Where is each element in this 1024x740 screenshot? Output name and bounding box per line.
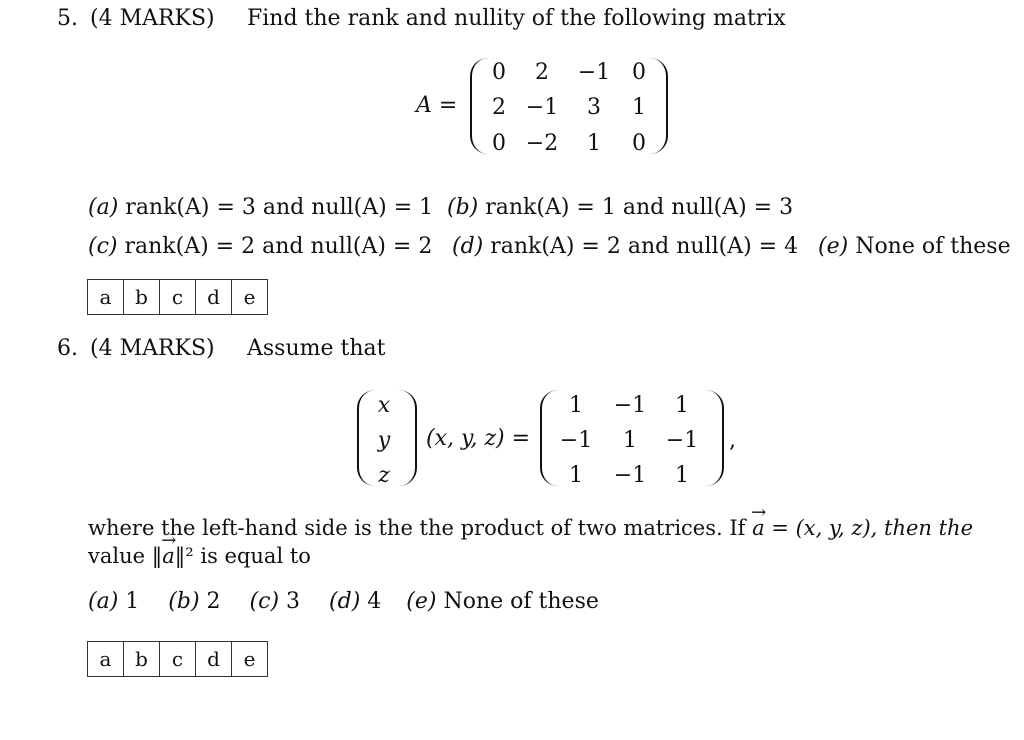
- q5-matrix-cell: 3: [587, 95, 601, 120]
- q6-matrix-cell: −1: [559, 428, 593, 453]
- q6-matrix-right-paren: [706, 390, 724, 486]
- q5-choice-a[interactable]: a: [88, 280, 124, 314]
- q5-matrix-cell: 0: [632, 131, 646, 156]
- q6-matrix-comma: ,: [729, 428, 736, 453]
- q6-matrix-cell: 1: [569, 463, 583, 488]
- q5-matrix-cell: 2: [535, 60, 549, 85]
- q6-choice-c[interactable]: c: [160, 642, 196, 676]
- q5-matrix-cell: 0: [492, 60, 506, 85]
- q5-choice-c[interactable]: c: [160, 280, 196, 314]
- q5-answer-box: [87, 279, 268, 315]
- q5-choice-b[interactable]: b: [124, 280, 160, 314]
- q6-option-b: (b) 2: [168, 589, 221, 614]
- q5-option-b: (b) rank(A) = 1 and null(A) = 3: [447, 195, 794, 220]
- q6-option-e: (e) None of these: [406, 589, 599, 614]
- q6-choice-d[interactable]: d: [196, 642, 232, 676]
- q6-matrix-cell: 1: [675, 393, 689, 418]
- q6-options: [88, 591, 599, 613]
- q5-number: 5.: [57, 6, 78, 31]
- q6-column-cell: x: [377, 393, 391, 418]
- q6-matrix-cell: −1: [613, 393, 647, 418]
- q5-option-d: (d) rank(A) = 2 and null(A) = 4: [452, 234, 799, 259]
- vector-a-symbol: a →: [752, 518, 765, 539]
- q6-matrix-cell: −1: [665, 428, 699, 453]
- q6-column-cell: y: [377, 428, 391, 453]
- q6-choice-b[interactable]: b: [124, 642, 160, 676]
- q5-matrix-cell: −1: [525, 95, 559, 120]
- q6-text-line2: value ‖a →‖² is equal to: [88, 546, 311, 567]
- q6-matrix-cell: −1: [613, 463, 647, 488]
- q5-matrix-cell: 1: [587, 131, 601, 156]
- vector-a-symbol: a →: [162, 546, 175, 567]
- q5-matrix-cell: −2: [525, 131, 559, 156]
- q5-option-c: (c) rank(A) = 2 and null(A) = 2: [88, 234, 433, 259]
- q6-answer-box: [87, 641, 268, 677]
- q6-choice-e[interactable]: e: [243, 647, 256, 671]
- q6-matrix-cell: 1: [675, 463, 689, 488]
- q6-option-d: (d) 4: [329, 589, 382, 614]
- q5-choice-d[interactable]: d: [196, 280, 232, 314]
- q6-matrix-cell: 1: [623, 428, 637, 453]
- q6-number: 6.: [57, 336, 78, 361]
- q6-option-c: (c) 3: [249, 589, 301, 614]
- q5-prompt: Find the rank and nullity of the following matrix: [247, 6, 786, 31]
- q5-choice-e[interactable]: e: [243, 285, 256, 309]
- q5-matrix-cell: 0: [492, 131, 506, 156]
- q6-choice-a[interactable]: a: [88, 642, 124, 676]
- q5-matrix-cell: −1: [577, 60, 611, 85]
- q5-option-a: (a) rank(A) = 3 and null(A) = 1: [88, 195, 434, 220]
- q6-option-a: (a) 1: [88, 589, 140, 614]
- q6-text-line1: where the left-hand side is the the product of two matrices. If a → = (x, y, z), then the: [88, 518, 973, 539]
- q5-matrix-cell: 0: [632, 60, 646, 85]
- q5-matrix-cell: 2: [492, 95, 506, 120]
- q6-prompt: Assume that: [247, 336, 386, 361]
- q5-option-e: (e) None of these: [818, 234, 1011, 259]
- q5-marks: (4 MARKS): [90, 6, 215, 31]
- q6-marks: (4 MARKS): [90, 336, 215, 361]
- q6-column-cell: z: [378, 463, 390, 488]
- q6-matrix-cell: 1: [569, 393, 583, 418]
- q6-row-vector: (x, y, z) =: [426, 426, 531, 451]
- q5-matrix-cell: 1: [632, 95, 646, 120]
- q5-matrix-label: A =: [416, 93, 458, 118]
